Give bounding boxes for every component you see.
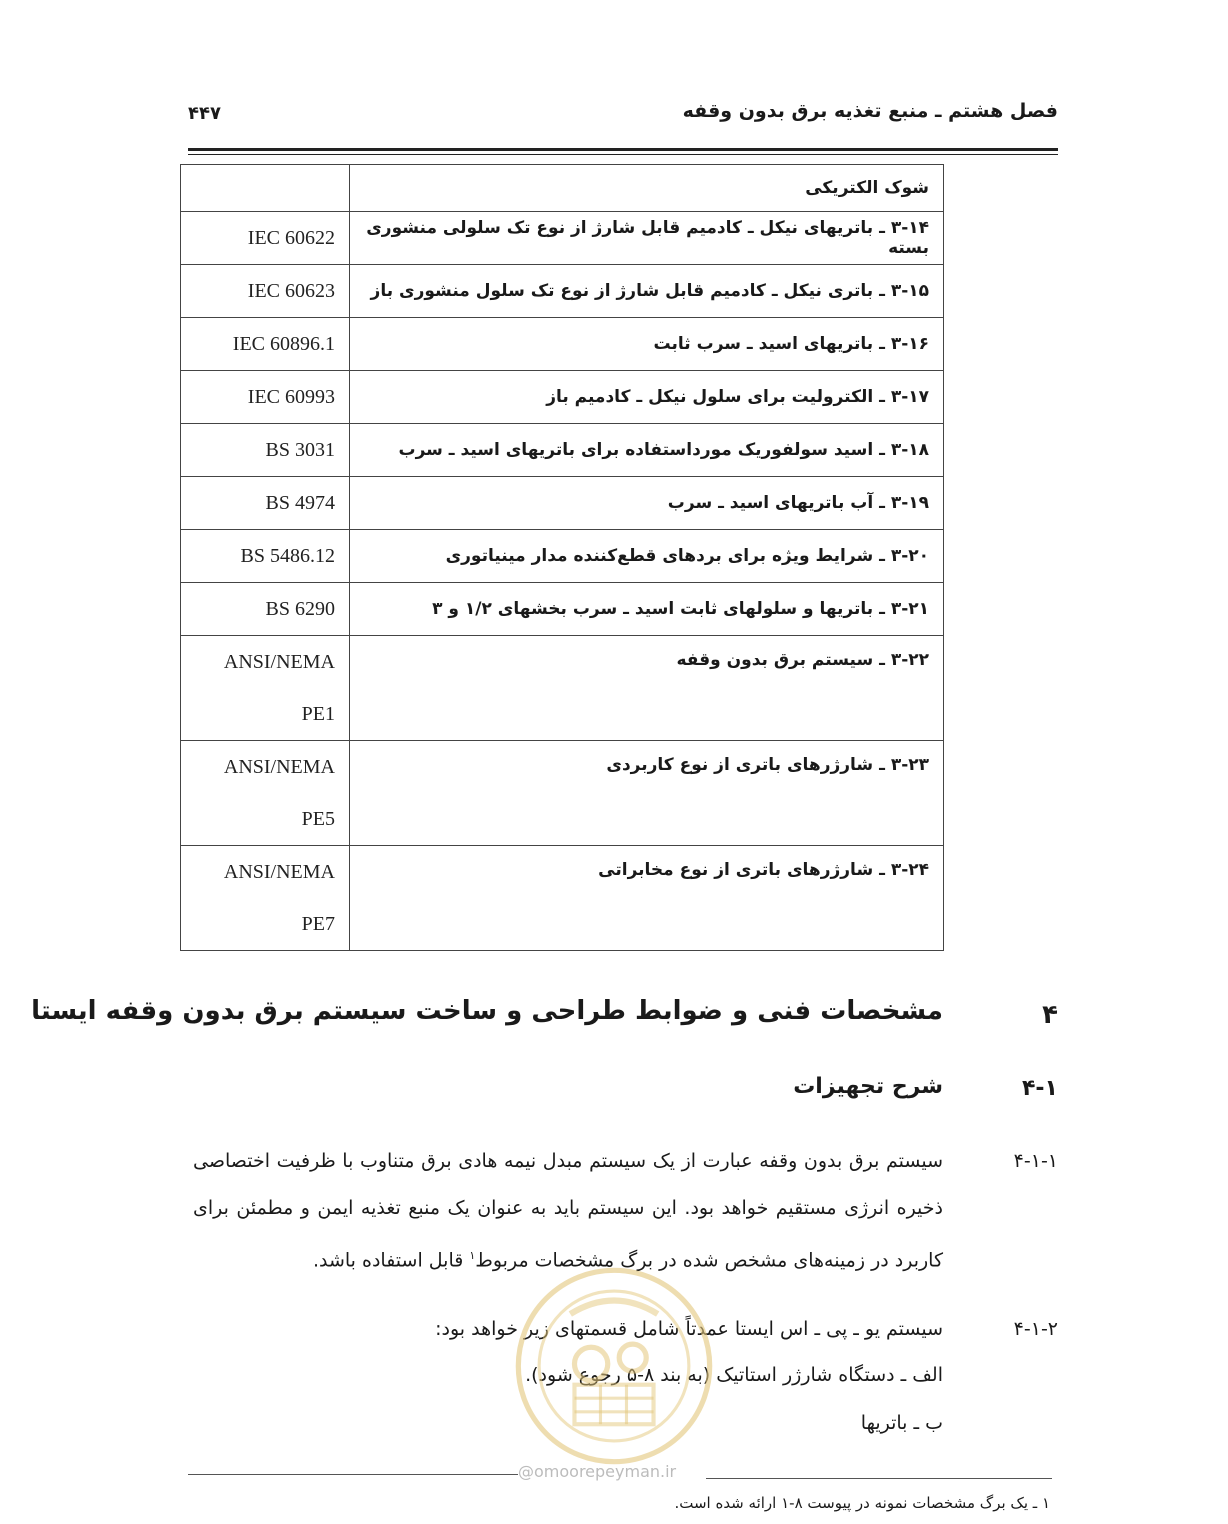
table-row xyxy=(181,165,944,212)
standard-code xyxy=(181,212,350,265)
watermark-url: @omoorepeyman.ir xyxy=(518,1462,677,1481)
table-row xyxy=(181,265,944,318)
table-row xyxy=(181,636,944,741)
standard-code xyxy=(181,530,350,583)
section-title: مشخصات فنی و ضوابط طراحی و ساخت سیستم برق بدون وقفه ایستا xyxy=(31,996,943,1026)
standard-title: ۳-۱۵ ـ باتری نیکل ـ کادمیم قابل شارژ از نوع تک سلول منشوری باز xyxy=(350,265,944,318)
list-item: الف ـ دستگاه شارژر استاتیک (به بند ۸-۵ رجوع شود). xyxy=(525,1364,943,1386)
section-number: ۴ xyxy=(1042,1000,1058,1030)
standard-code xyxy=(181,165,350,212)
standard-title: ۳-۲۱ ـ باتریها و سلولهای ثابت اسید ـ سرب بخشهای ۱/۲ و ۳ xyxy=(350,583,944,636)
table-row xyxy=(181,318,944,371)
table-row xyxy=(181,741,944,846)
paragraph-2-intro: سیستم یو ـ پی ـ اس ایستا عمدتاً شامل قسمتهای زیر خواهد بود: xyxy=(435,1318,943,1340)
standard-code-line: PE1 xyxy=(301,703,335,725)
table-row xyxy=(181,424,944,477)
standard-code-line: BS 4974 xyxy=(265,492,335,514)
header-rule-thin xyxy=(188,154,1058,155)
standard-code-line: BS 5486.12 xyxy=(240,545,335,567)
standard-code-line: IEC 60993 xyxy=(247,386,335,408)
standard-title: ۳-۲۴ ـ شارژرهای باتری از نوع مخابراتی xyxy=(350,846,944,951)
standards-table xyxy=(180,164,944,951)
paragraph-1-number: ۴-۱-۱ xyxy=(1013,1150,1058,1172)
standard-code xyxy=(181,477,350,530)
standard-code-line: BS 3031 xyxy=(265,439,335,461)
standard-title: ۳-۲۳ ـ شارژرهای باتری از نوع کاربردی xyxy=(350,741,944,846)
standard-code-line: BS 6290 xyxy=(265,598,335,620)
chapter-title: فصل هشتم ـ منبع تغذیه برق بدون وقفه xyxy=(682,100,1058,122)
table-row xyxy=(181,530,944,583)
standard-code-line: ANSI/NEMA xyxy=(223,756,335,778)
standard-code xyxy=(181,636,350,741)
standard-code xyxy=(181,318,350,371)
standard-code xyxy=(181,265,350,318)
standard-title: ۳-۱۸ ـ اسید سولفوریک مورداستفاده برای باتریهای اسید ـ سرب xyxy=(350,424,944,477)
table-row xyxy=(181,477,944,530)
header-rule-thick xyxy=(188,148,1058,151)
standard-code xyxy=(181,846,350,951)
footnote-rule xyxy=(188,1474,518,1475)
standard-code-line: PE7 xyxy=(301,913,335,935)
footnote-reference[interactable]: ۱ xyxy=(469,1249,476,1262)
standard-code-line: IEC 60622 xyxy=(247,227,335,249)
paragraph-2-number: ۴-۱-۲ xyxy=(1013,1318,1058,1340)
standard-title: ۳-۲۰ ـ شرایط ویژه برای بردهای قطع‌کننده مدار مینیاتوری xyxy=(350,530,944,583)
subsection-number: ۴-۱ xyxy=(1022,1076,1058,1101)
standard-code-line: IEC 60896.1 xyxy=(232,333,335,355)
table-row xyxy=(181,371,944,424)
standard-code xyxy=(181,583,350,636)
standard-title: ۳-۲۲ ـ سیستم برق بدون وقفه xyxy=(350,636,944,741)
standard-title: ۳-۱۹ ـ آب باتریهای اسید ـ سرب xyxy=(350,477,944,530)
page-number: ۴۴۷ xyxy=(188,103,221,124)
standard-code-line: IEC 60623 xyxy=(247,280,335,302)
standard-code xyxy=(181,424,350,477)
footnote-rule xyxy=(706,1478,1052,1479)
standard-code-line: PE5 xyxy=(301,808,335,830)
standard-title: شوک الکتریکی xyxy=(350,165,944,212)
standard-code-line: ANSI/NEMA xyxy=(223,651,335,673)
table-row xyxy=(181,212,944,265)
subsection-title: شرح تجهیزات xyxy=(793,1074,943,1099)
standard-code xyxy=(181,741,350,846)
standard-code-line: ANSI/NEMA xyxy=(223,861,335,883)
standard-code xyxy=(181,371,350,424)
paragraph-1-text-end: قابل استفاده باشد. xyxy=(312,1249,470,1272)
standard-title: ۳-۱۷ ـ الکترولیت برای سلول نیکل ـ کادمیم باز xyxy=(350,371,944,424)
paragraph-1-text: سیستم برق بدون وقفه عبارت از یک سیستم مبدل نیمه هادی برق متناوب با ظرفیت اختصاصی ذخیره انرژی مستقیم خواهد بود. این سیستم باید به عنوان یک منبع تغذیه ایمن و مطمئن برای کاربرد در زمینه‌های مشخص شده در برگ مشخصات مربوط xyxy=(193,1150,943,1272)
standards-table-body xyxy=(181,165,944,951)
standard-title: ۳-۱۴ ـ باتریهای نیکل ـ کادمیم قابل شارژ از نوع تک سلولی منشوری بسته xyxy=(350,212,944,265)
table-row xyxy=(181,846,944,951)
list-item: ب ـ باتریها xyxy=(860,1412,943,1434)
footnote: ۱ ـ یک برگ مشخصات نمونه در پیوست ۸-۱ ارائه شده است. xyxy=(674,1494,1050,1512)
table-row xyxy=(181,583,944,636)
standard-title: ۳-۱۶ ـ باتریهای اسید ـ سرب ثابت xyxy=(350,318,944,371)
watermark-seal-icon xyxy=(510,1262,718,1470)
